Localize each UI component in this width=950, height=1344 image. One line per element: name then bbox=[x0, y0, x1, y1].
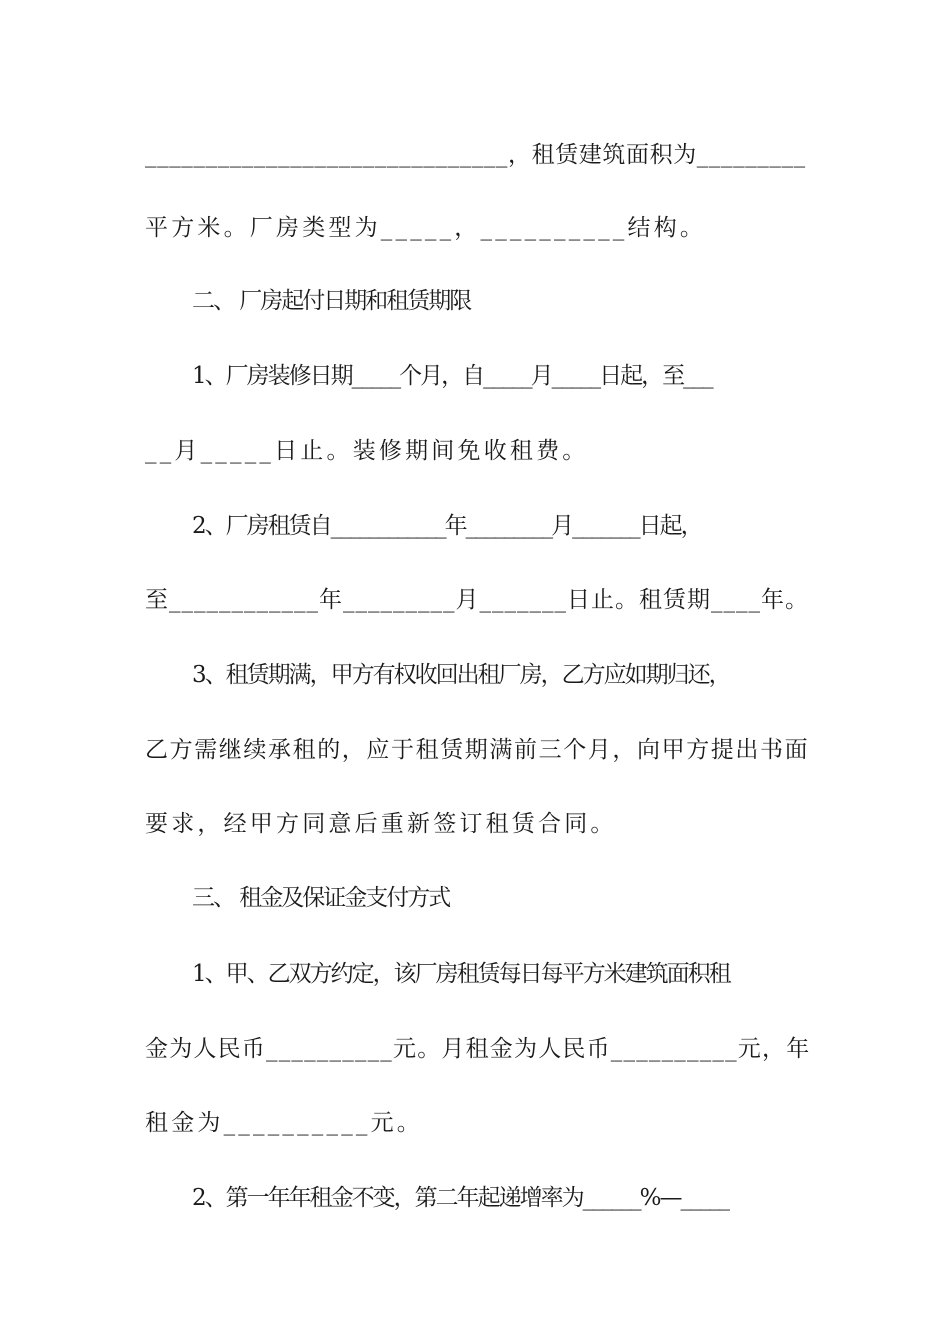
clause-2-3-line-1: 3、租赁期满，甲方有权收回出租厂房，乙方应如期归还， bbox=[192, 662, 730, 688]
clause-2-2-line-1: 2、厂房租赁自____________年_________月_______日起， bbox=[192, 513, 702, 539]
section-heading-2: 二、 厂房起付日期和租赁期限 bbox=[192, 288, 471, 314]
clause-2-2-line-2: 至____________年_________月_______日止。租赁期____年。 bbox=[145, 587, 809, 613]
clause-3-1-line-1: 1、甲、乙双方约定，该厂房租赁每日每平方米建筑面积租 bbox=[192, 961, 730, 987]
section-heading-3: 三、 租金及保证金支付方式 bbox=[192, 885, 450, 911]
clause-3-1-line-3: 租金为__________元。 bbox=[145, 1110, 423, 1136]
clause-2-1-line-2: __月_____日止。装修期间免收租费。 bbox=[145, 438, 589, 464]
text-line-area: ______________________________，租赁建筑面积为_________ bbox=[145, 142, 806, 168]
clause-2-1-line-1: 1、厂房装修日期_____个月，自_____月_____日起，至___ bbox=[192, 363, 712, 389]
clause-2-3-line-2: 乙方需继续承租的，应于租赁期满前三个月，向甲方提出书面 bbox=[145, 737, 810, 763]
text-line-type: 平方米。厂房类型为_____，__________结构。 bbox=[145, 215, 707, 241]
clause-2-3-line-3: 要求，经甲方同意后重新签订租赁合同。 bbox=[145, 811, 617, 837]
clause-3-2-line-1: 2、第一年年租金不变，第二年起递增率为______%—_____ bbox=[192, 1185, 728, 1211]
clause-3-1-line-2: 金为人民币__________元。月租金为人民币__________元，年 bbox=[145, 1036, 811, 1062]
